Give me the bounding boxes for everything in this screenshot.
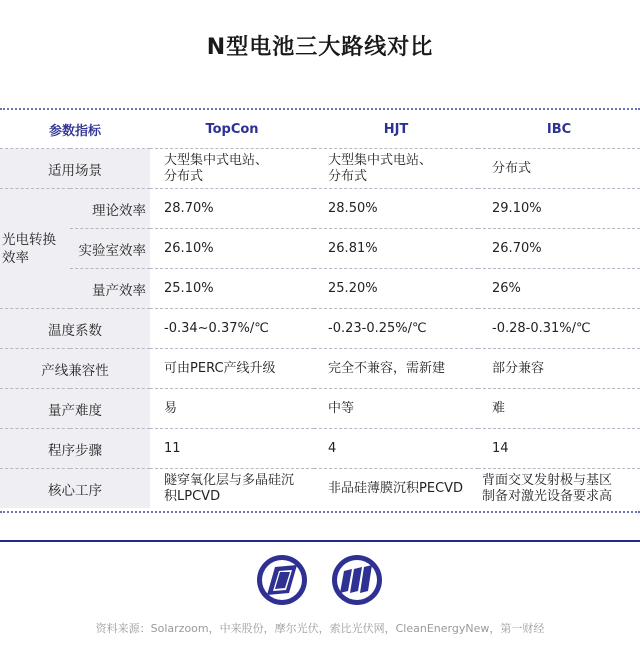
table-row	[0, 269, 640, 309]
row-label: 量产效率	[70, 269, 150, 309]
cell-hjt: -0.23-0.25%/℃	[314, 309, 478, 349]
bottom-divider	[0, 511, 640, 513]
row-label: 核心工序	[0, 469, 150, 509]
table-row	[0, 189, 640, 229]
table-row	[0, 429, 640, 469]
source-note: 资料来源：Solarzoom，中来股份，摩尔光伏，索比光伏网，CleanEnergyNew，第一财经	[95, 622, 545, 635]
cell-hjt: 28.50%	[314, 189, 478, 229]
cell-hjt: 中等	[314, 389, 478, 429]
cell-ibc: 分布式	[478, 149, 640, 189]
row-label: 实验室效率	[70, 229, 150, 269]
cell-topcon: 26.10%	[150, 229, 314, 269]
cell-ibc: -0.28-0.31%/℃	[478, 309, 640, 349]
cell-hjt: 4	[314, 429, 478, 469]
row-label: 量产难度	[0, 389, 150, 429]
table-row	[0, 149, 640, 189]
cell-hjt: 非品硅薄膜沉积PECVD	[314, 469, 478, 509]
row-label: 产线兼容性	[0, 349, 150, 389]
cell-ibc: 29.10%	[478, 189, 640, 229]
page-title: N型电池三大路线对比	[206, 35, 434, 60]
footer-rule	[0, 540, 640, 542]
cell-ibc: 背面交叉发射极与基区 制备对激光设备要求高	[478, 469, 640, 509]
table-header-row	[0, 110, 640, 149]
table-row	[0, 349, 640, 389]
brand-logo-1-icon	[255, 553, 309, 607]
cell-hjt: 26.81%	[314, 229, 478, 269]
table-row	[0, 389, 640, 429]
cell-topcon: 可由PERC产线升级	[150, 349, 314, 389]
cell-topcon: 11	[150, 429, 314, 469]
row-label: 理论效率	[70, 189, 150, 229]
row-label: 温度系数	[0, 309, 150, 349]
cell-ibc: 14	[478, 429, 640, 469]
cell-topcon: -0.34~0.37%/℃	[150, 309, 314, 349]
cell-topcon: 易	[150, 389, 314, 429]
brand-logo-2-icon	[330, 553, 384, 607]
comparison-table	[0, 110, 640, 508]
cell-ibc: 部分兼容	[478, 349, 640, 389]
table-row	[0, 309, 640, 349]
header-param: 参数指标	[49, 123, 102, 139]
cell-hjt: 完全不兼容，需新建	[314, 349, 478, 389]
cell-ibc: 26%	[478, 269, 640, 309]
cell-hjt: 大型集中式电站、 分布式	[314, 149, 478, 189]
cell-topcon: 大型集中式电站、 分布式	[150, 149, 314, 189]
group-label: 光电转换 效率	[0, 189, 70, 309]
cell-topcon: 25.10%	[150, 269, 314, 309]
row-label: 适用场景	[0, 149, 150, 189]
cell-ibc: 26.70%	[478, 229, 640, 269]
cell-topcon: 隧穿氧化层与多晶硅沉 积LPCVD	[150, 469, 314, 509]
header-topcon: TopCon	[205, 121, 259, 137]
table-row	[0, 469, 640, 509]
header-ibc: IBC	[546, 121, 572, 137]
cell-hjt: 25.20%	[314, 269, 478, 309]
table-row	[0, 229, 640, 269]
row-label: 程序步骤	[0, 429, 150, 469]
cell-topcon: 28.70%	[150, 189, 314, 229]
cell-ibc: 难	[478, 389, 640, 429]
header-hjt: HJT	[383, 121, 409, 137]
